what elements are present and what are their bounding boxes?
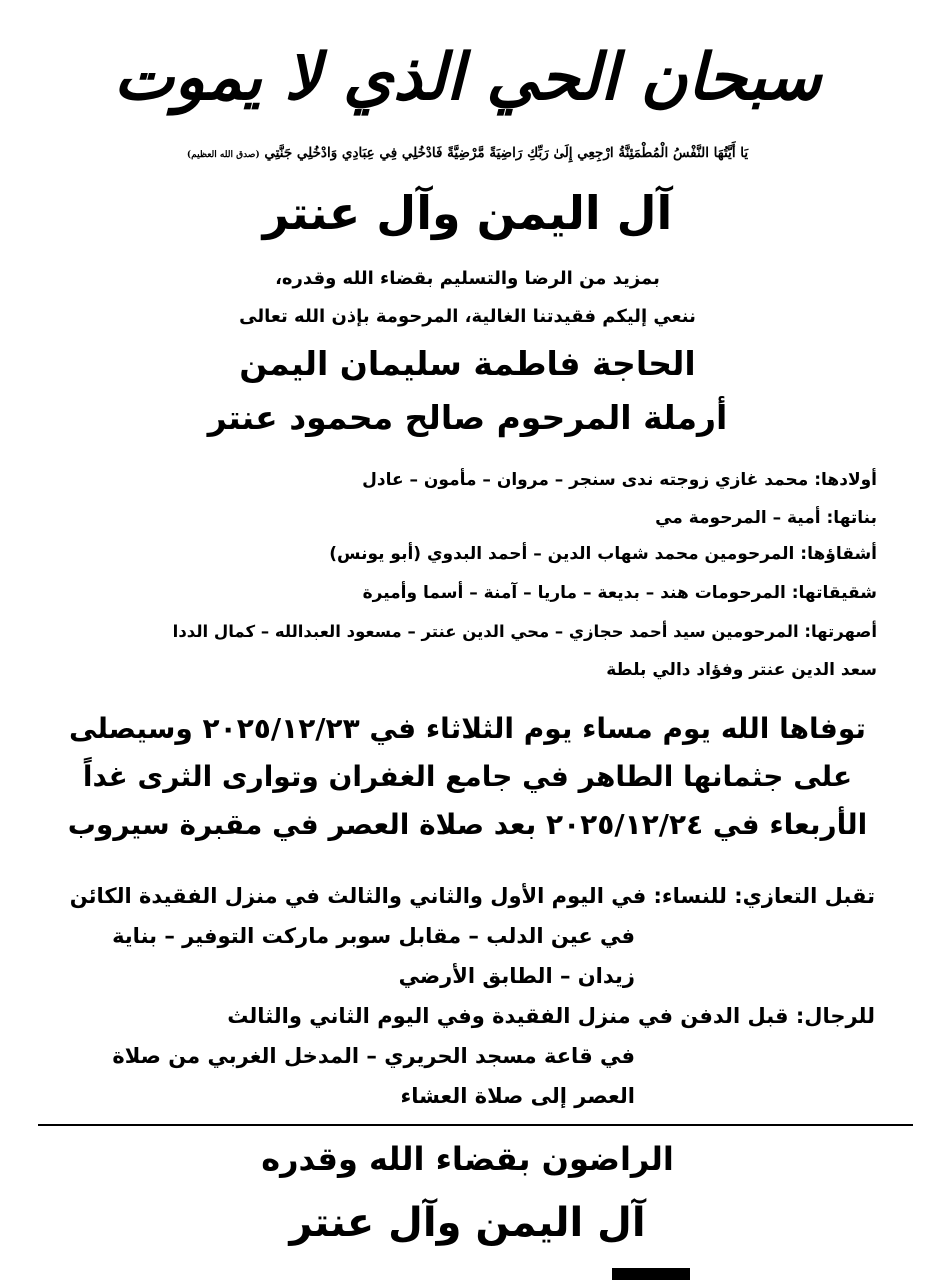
verse-source: (صدق الله العظيم) (186, 150, 260, 160)
intro-line-1: بمزيد من الرضا والتسليم بقضاء الله وقدره، (275, 268, 660, 289)
bottom-black-bar (612, 1268, 690, 1280)
quran-verse (0, 145, 935, 161)
daughters-line: بناتها: أمية – المرحومة مي (655, 508, 877, 528)
intro-line-2: ننعي إليكم فقيدتنا الغالية، المرحومة بإذن الله تعالى (239, 306, 696, 327)
condolences-women-2: في عين الدلب – مقابل سوبر ماركت التوفير – بناية (112, 924, 635, 948)
funeral-line-2: على جثمانها الطاهر في جامع الغفران وتوارى الثرى غداً (82, 760, 853, 793)
condolences-men-1: للرجال: قبل الدفن في منزل الفقيدة وفي اليوم الثاني والثالث (227, 1004, 875, 1028)
widow-of: أرملة المرحوم صالح محمود عنتر (207, 398, 728, 437)
calligraphy-header: سبحان الحي الذي لا يموت (113, 40, 822, 115)
footer-line-2: آل اليمن وآل عنتر (289, 1200, 646, 1246)
condolences-women-1: تقبل التعازي: للنساء: في اليوم الأول والثاني والثالث في منزل الفقيدة الكائن (69, 884, 875, 908)
funeral-line-1: توفاها الله يوم مساء يوم الثلاثاء في ٢٠٢٥/١٢/٢٣ وسيصلى (69, 712, 866, 745)
funeral-line-3: الأربعاء في ٢٠٢٥/١٢/٢٤ بعد صلاة العصر في مقبرة سيروب (67, 808, 868, 841)
sons-line: أولادها: محمد غازي زوجته ندى سنجر – مروان – مأمون – عادل (362, 470, 877, 490)
condolences-women-3: زيدان – الطابق الأرضي (398, 964, 635, 988)
brothers-line: أشقاؤها: المرحومين محمد شهاب الدين – أحمد البدوي (أبو يونس) (329, 544, 877, 564)
in-laws-line-2: سعد الدين عنتر وفؤاد دالي بلطة (606, 660, 877, 680)
in-laws-line-1: أصهرتها: المرحومين سيد أحمد حجازي – محي الدين عنتر – مسعود العبدالله – كمال الددا (172, 622, 877, 641)
deceased-name: الحاجة فاطمة سليمان اليمن (239, 344, 696, 383)
sisters-line: شقيقاتها: المرحومات هند – بديعة – ماريا – آمنة – أسما وأميرة (362, 583, 877, 603)
families-heading: آل اليمن وآل عنتر (262, 186, 673, 240)
verse-text: يَا أَيَّتُهَا النَّفْسُ الْمُطْمَئِنَّةُ ارْجِعِي إِلَىٰ رَبِّكِ رَاضِيَةً مَّرْضِيَّةً فَادْخُلِي فِي عِبَادِي وَادْخُلِي جَنَّتِي (264, 145, 749, 161)
footer-line-1: الراضون بقضاء الله وقدره (261, 1140, 674, 1178)
divider (38, 1124, 913, 1126)
condolences-men-3: العصر إلى صلاة العشاء (400, 1084, 635, 1108)
condolences-men-2: في قاعة مسجد الحريري – المدخل الغربي من صلاة (112, 1044, 635, 1068)
